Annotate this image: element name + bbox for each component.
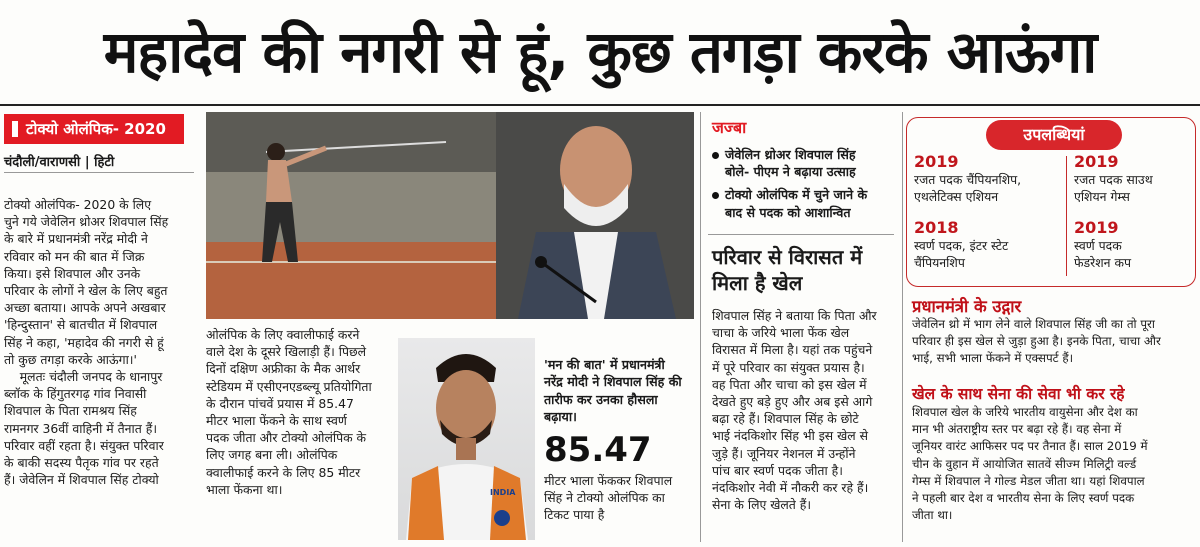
section-tag: टोक्यो ओलंपिक- 2020 [4, 114, 184, 144]
bullet-text: जेवेलिन थ्रोअर शिवपाल सिंह [725, 147, 856, 162]
family-line: भाई नंदकिशोर सिंह भी इस खेल से [712, 428, 868, 444]
left-line: तो कुछ तगड़ा करके आऊंगा।' [4, 351, 137, 367]
caption-line: बढ़ाया। [544, 409, 577, 425]
bullet-dot [712, 152, 719, 159]
left-line: परिवार वहीं रहता है। संयुक्त परिवार [4, 437, 164, 453]
left-line: रविवार को मन की बात में जिक्र [4, 248, 145, 264]
family-title-line: मिला है खेल [712, 271, 803, 295]
mid-line: के दौरान पांचवें प्रयास में 85.47 [206, 395, 354, 411]
left-line: चुने गये जेवेलिन थ्रोअर शिवपाल सिंह [4, 214, 169, 230]
headline-rule [0, 104, 1200, 106]
mid-line: क्वालीफाई करने के लिए 85 मीटर [206, 464, 361, 480]
family-line: नंदकिशोर नेवी में नौकरी कर रहे हैं। [712, 480, 869, 496]
achievement-text: एशियन गेम्स [1074, 189, 1130, 204]
army-line: ने पहली बार देश व भारतीय सेना के लिए स्वर्ण पदक [912, 491, 1135, 506]
stat-line: टिकट पाया है [544, 507, 605, 523]
caption-line: तारीफ कर उनका हौसला [544, 391, 658, 407]
achievement-text: फेडरेशन कप [1074, 255, 1132, 270]
achievement-year: 2019 [1074, 152, 1119, 171]
pm-line: जेवेलिन थ्रो में भाग लेने वाले शिवपाल सिंह जी का तो पूरा [912, 317, 1155, 331]
bullet-text: टोक्यो ओलंपिक में चुने जाने के [725, 187, 868, 203]
stat-text [544, 472, 694, 524]
army-line: जीता था। [912, 508, 953, 523]
dateline-rule [4, 172, 194, 173]
photo-caption [544, 356, 694, 426]
family-title [712, 244, 900, 296]
achievements-title: उपलब्धियां [986, 120, 1122, 150]
family-line: देखते हुए बड़े हुए और अब इसे आगे [712, 394, 873, 410]
left-line: परिवार के लोगों ने खेल के लिए बहुत [4, 283, 168, 299]
bullet-text: बाद से पदक को आशान्वित [725, 204, 851, 220]
mid-line: लिए जगह बना ली। ओलंपिक [206, 447, 338, 463]
family-line: वह पिता और चाचा को इस खेल में [712, 376, 867, 392]
mid-line: पदक जीता और टोक्यो ओलंपिक के [206, 430, 367, 446]
pm-title: प्रधानमंत्री के उद्गार [912, 297, 1022, 316]
family-line: विरासत में मिला है। यहां तक पहुंचने [712, 342, 873, 358]
left-line: मूलतः चंदौली जनपद के धानापुर [4, 369, 163, 385]
left-line: रामनगर 36वीं वाहिनी में तैनात हैं। [4, 420, 158, 436]
family-line: में पूरे परिवार का संयुक्त प्रयास है। [712, 359, 865, 375]
army-line: मान भी अंतराष्ट्रीय स्तर पर बढ़ा रहे हैं। वह सेना में [912, 422, 1122, 437]
left-line: हैं। जेवेलिन में शिवपाल सिंह टोक्यो [4, 472, 159, 488]
left-line: टोक्यो ओलंपिक- 2020 के लिए [4, 197, 152, 212]
left-line: 'हिन्दुस्तान' से बातचीत में शिवपाल [4, 317, 158, 333]
caption-line: 'मन की बात' में प्रधानमंत्री [544, 357, 665, 372]
mid-line: वाले देश के दूसरे खिलाड़ी हैं। पिछले [206, 344, 367, 360]
stat-value: 85.47 [544, 430, 652, 470]
family-line: सेना के लिए खेलते हैं। [712, 497, 812, 513]
bullet-text: बोले- पीएम ने बढ़ाया उत्साह [725, 164, 856, 180]
left-line: अच्छा बताया। आपके अपने अखबार [4, 300, 166, 316]
pm-line: भाई, सभी भाला फेंकने में एक्सपर्ट हैं। [912, 351, 1074, 366]
jazba-bullet [712, 186, 900, 203]
athlete-portrait [398, 338, 535, 540]
main-photo-illustration [206, 112, 694, 319]
dateline: चंदौली/वाराणसी | हिटी [4, 155, 115, 170]
main-photo [206, 112, 694, 319]
family-title-line: परिवार से विरासत में [712, 245, 863, 269]
jazba-bullets [712, 146, 900, 221]
left-line: किया। इसे शिवपाल और उनके [4, 265, 141, 281]
mid-line: स्टेडियम में एसीएनएडब्ल्यू प्रतियोगिता [206, 378, 372, 394]
pm-body [912, 316, 1196, 368]
achievement-text: स्वर्ण पदक, इंटर स्टेट [914, 238, 1009, 253]
family-line: शिवपाल सिंह ने बताया कि पिता और [712, 308, 877, 323]
achievement-text: स्वर्ण पदक [1074, 238, 1122, 253]
family-line: पांच बार स्वर्ण पदक जीता है। [712, 462, 843, 478]
caption-line: नरेंद्र मोदी ने शिवपाल सिंह की [544, 374, 682, 390]
family-line: जुड़े हैं। जूनियर नेशनल में उन्होंने [712, 445, 856, 461]
achievement-year: 2018 [914, 218, 959, 237]
stat-line: सिंह ने टोक्यो ओलंपिक का [544, 490, 665, 506]
mid-line: मीटर भाला फेंकने के साथ स्वर्ण [206, 413, 347, 429]
family-line: बढ़ा रहे हैं। शिवपाल सिंह के छोटे [712, 411, 859, 427]
jazba-rule [708, 234, 894, 235]
mid-line: दिनों दक्षिण अफ्रीका के मैक आर्थर [206, 361, 361, 377]
bullet-dot [712, 192, 719, 199]
achievement-text: रजत पदक साउथ [1074, 172, 1153, 187]
middle-column [206, 326, 396, 498]
column-divider [902, 112, 903, 542]
achievement-year: 2019 [1074, 218, 1119, 237]
left-line: शिवपाल के पिता रामश्रय सिंह [4, 403, 137, 419]
column-divider [700, 112, 701, 542]
jazba-bullet [712, 146, 900, 163]
achievement-text: चैंपियनशिप [914, 255, 965, 270]
athlete-portrait-illustration [398, 338, 535, 540]
jazba-title: जज्बा [712, 118, 747, 137]
achievement-year: 2019 [914, 152, 959, 171]
achievement-item [914, 152, 1064, 205]
mid-line: ओलंपिक के लिए क्वालीफाई करने [206, 327, 360, 342]
army-line: शिवपाल खेल के जरिये भारतीय वायुसेना और देश का [912, 405, 1138, 419]
left-line: सिंह ने कहा, 'महादेव की नगरी से हूं [4, 334, 164, 350]
army-title: खेल के साथ सेना की सेवा भी कर रहे [912, 385, 1125, 403]
achievement-item [1074, 218, 1192, 271]
army-line: जूनियर वारंट आफिसर पद पर तैनात हैं। साल 2019 में [912, 439, 1148, 454]
achievements-divider [1066, 156, 1067, 276]
left-line: के बाकी सदस्य पैतृक गांव पर रहते [4, 455, 159, 471]
achievement-text: रजत पदक चैंपियनशिप, [914, 172, 1022, 187]
achievement-item [914, 218, 1064, 271]
family-line: चाचा के जरिये भाला फेंक खेल [712, 325, 850, 341]
mid-line: भाला फेंकना था। [206, 481, 283, 497]
jersey-text: INDIA [490, 488, 516, 497]
army-line: गेम्स में शिवपाल ने गोल्ड मेडल जीता था। यहां शिवपाल [912, 473, 1145, 488]
left-line: के बारे में प्रधानमंत्री नरेंद्र मोदी ने [4, 231, 148, 247]
army-line: चीन के वुहान में आयोजित सातवें सीज्म मिलिट्री वर्ल्ड [912, 456, 1137, 471]
achievement-item [1074, 152, 1192, 205]
stat-line: मीटर भाला फेंककर शिवपाल [544, 473, 673, 488]
left-column [4, 196, 200, 488]
achievement-text: एथलेटिक्स एशियन [914, 189, 999, 204]
pm-line: परिवार ही इस खेल से जुड़ा हुआ है। इनके पिता, चाचा और [912, 334, 1161, 349]
army-body [912, 404, 1196, 524]
left-line: ब्लॉक के हिंगुतरगढ़ गांव निवासी [4, 386, 147, 402]
family-body [712, 307, 902, 513]
headline: महादेव की नगरी से हूं, कुछ तगड़ा करके आऊंगा [103, 18, 1097, 86]
